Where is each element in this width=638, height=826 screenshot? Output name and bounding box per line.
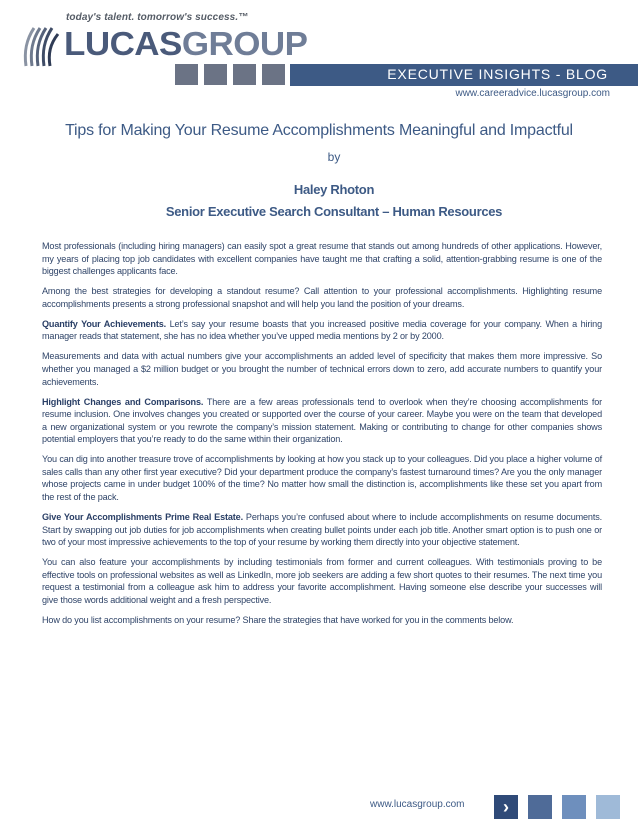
author-name: Haley Rhoton <box>293 182 375 197</box>
footer-square <box>528 795 552 819</box>
paragraph-lead: Highlight Changes and Comparisons. <box>42 396 204 407</box>
header-square <box>233 64 256 85</box>
footer-square <box>562 795 586 819</box>
paragraph-text: How do you list accomplishments on your resume? Share the strategies that have worked for you in the comments below. <box>42 614 514 625</box>
paragraph-lead: Quantify Your Achievements. <box>42 318 166 329</box>
paragraph <box>42 453 602 503</box>
paragraph-text: You can also feature your accomplishments by including testimonials from former and current colleagues. With testimonials proving to be effective tools on professional websites as well as LinkedIn, more job seekers are adding a few short quotes to their resumes. The next time you request a testimonial from a colleague ask him to address your favorite accomplishment. Having someone else describe your successes will give those words additional weight and a fresh perspective. <box>42 557 602 605</box>
tagline: today's talent. tomorrow's success.™ <box>66 12 249 23</box>
paragraph <box>42 318 602 343</box>
author-title: Senior Executive Search Consultant – Human Resources <box>165 204 503 219</box>
chevron-right-icon: › <box>503 797 509 817</box>
paragraph <box>42 614 602 627</box>
paragraph-text: There are a few areas professionals tend to overlook when they’re choosing accomplishments for resume inclusion. One involves changes you created or supported over the course of your career. Maybe you were on the team that developed a new organizational system or you rewrote the company’s mission statement. Making or contributing to change for other companies shows potential employers that you’re ready to do the same within their organization. <box>42 396 602 445</box>
paragraph-text: Among the best strategies for developing a standout resume? Call attention to your professional accomplishments. Highlighting resume accomplishments presents a strong professional snapshot and will help you land the position of your dreams. <box>42 286 602 309</box>
logo <box>20 10 308 70</box>
paragraph <box>42 556 602 606</box>
byline-by: by <box>327 150 341 164</box>
paragraph <box>42 511 602 549</box>
blog-url-link[interactable]: www.careeradvice.lucasgroup.com <box>455 88 610 99</box>
banner-title: EXECUTIVE INSIGHTS - BLOG <box>387 66 608 82</box>
paragraph-text: Perhaps you’re confused about where to include accomplishments on resume documents. Start by swapping out job duties for job accomplishments when creating bullet points under each job title. Another smart option is to push one or two of your most impressive achievements to the top of your resume by working them directly into your objective statement. <box>42 512 602 548</box>
paragraph <box>42 350 602 388</box>
paragraph <box>42 285 602 310</box>
footer-square <box>596 795 620 819</box>
logo-wordmark-part-2: GROUP <box>181 25 308 62</box>
paragraph <box>42 396 602 446</box>
article-body <box>42 240 602 634</box>
paragraph <box>42 240 602 278</box>
footer-url-link[interactable]: www.lucasgroup.com <box>370 799 465 810</box>
paragraph-text: You can dig into another treasure trove of accomplishments by looking at how you stack up to your colleagues. Did you place a higher volume of sales calls than any other first year executive? Did your department produce the company’s fastest turnaround times? Are you the only manager whose projects came in under budget 100% of the time? No matter how small the distinction is, accomplishments like these set you apart from the rest of the pack. <box>42 454 602 503</box>
paragraph-text: Most professionals (including hiring managers) can easily spot a great resume that stands out among hundreds of other applications. However, my years of placing top job candidates with excellent companies have taught me that crafting a solid, attention-grabbing resume is one of the biggest challenges applicants face. <box>42 241 602 277</box>
logo-wordmark-part-1: LUCAS <box>64 25 182 62</box>
header-square <box>204 64 227 85</box>
article-title: Tips for Making Your Resume Accomplishments Meaningful and Impactful <box>65 122 573 139</box>
paragraph-lead: Give Your Accomplishments Prime Real Estate. <box>42 512 243 523</box>
paragraph-text: Let’s say your resume boasts that you increased positive media coverage for your company. When a hiring manager reads that statement, she has no idea whether you’ve upped media mentions by 2 or by 2000. <box>42 318 602 342</box>
paragraph-text: Measurements and data with actual numbers give your accomplishments an added level of specificity that makes them more impressive. So whether you managed a $2 million budget or you brought the number of technical errors down to zero, add accurate numbers to quantify your achievements. <box>42 351 602 387</box>
blog-banner <box>290 64 638 86</box>
header-square <box>262 64 285 85</box>
logo-wordmark <box>64 24 307 64</box>
header-square <box>175 64 198 85</box>
footer-arrow-button[interactable] <box>494 795 518 819</box>
logo-mark-icon <box>20 22 62 68</box>
